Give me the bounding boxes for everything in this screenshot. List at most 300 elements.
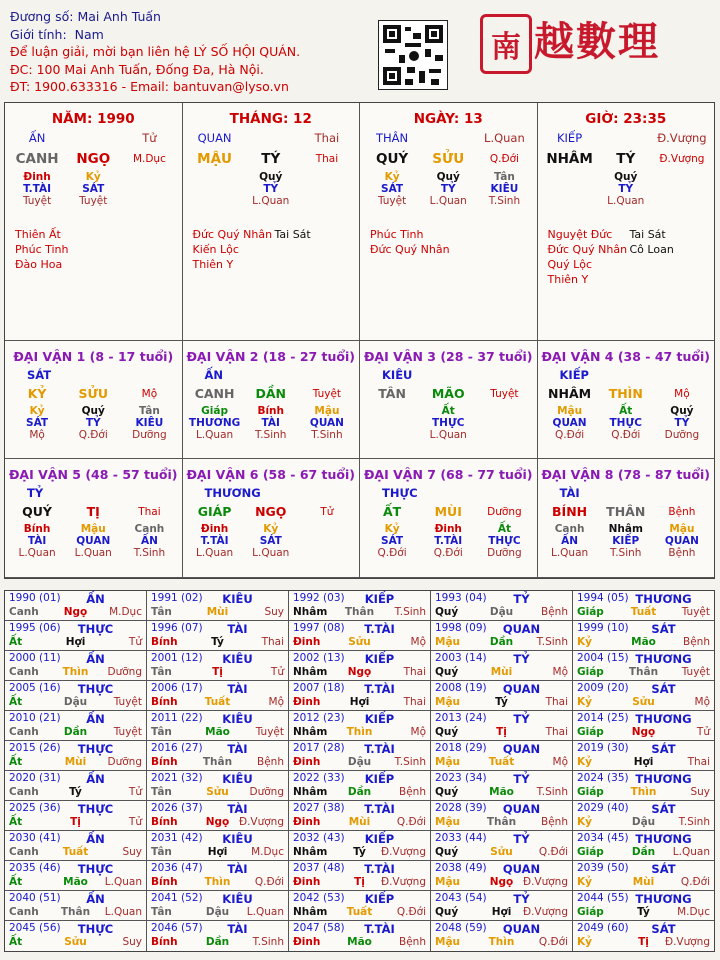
year-details (151, 696, 284, 708)
pillar-cell (183, 103, 361, 341)
year-god: THỰC (77, 622, 114, 636)
year-god: THỰC (77, 682, 114, 696)
year-stage: L.Quan (246, 906, 284, 918)
dai-van-cell (5, 459, 183, 578)
year-cell (573, 921, 714, 951)
dai-van-branch: MÙI (434, 504, 462, 519)
hidden-stage-1: L.Quan (252, 195, 290, 207)
year-details (151, 756, 284, 768)
year-god: KIÊU (222, 592, 253, 606)
dai-van-hidden-stems (183, 523, 360, 535)
hidden-stage-0: Tuyệt (377, 195, 407, 207)
pillar-stars-2 (275, 227, 311, 242)
dai-van-row-2 (5, 459, 714, 578)
pillar-main-row (5, 151, 182, 167)
year-details (577, 756, 710, 768)
hidden-god-2 (654, 183, 710, 195)
year-branch: Hợi (65, 636, 86, 648)
year-branch: Sửu (206, 786, 229, 798)
hidden-stem-1: Nhâm (608, 523, 643, 535)
hidden-god-0: T.TÀI (23, 183, 52, 195)
hidden-stem-1: Mậu (80, 523, 106, 535)
dai-van-stage: Thai (138, 505, 161, 518)
year-stage: Đ.Vượng (238, 816, 284, 828)
year-stem: Ất (9, 756, 23, 768)
year-label: 2026 (37) (151, 802, 203, 814)
year-branch: Dần (205, 936, 230, 948)
year-details (435, 636, 568, 648)
year-stem: Đinh (293, 816, 321, 828)
year-cell (289, 621, 431, 651)
year-details (435, 846, 568, 858)
year-stage: Mộ (268, 696, 284, 708)
year-cell (289, 711, 431, 741)
hidden-god-2 (476, 417, 532, 429)
hidden-stem-2 (299, 523, 355, 535)
year-god: TỶ (513, 892, 530, 906)
year-branch: Thân (486, 816, 517, 828)
year-stage: Suy (122, 936, 142, 948)
dai-van-cell (360, 341, 538, 459)
year-god: THƯƠNG (635, 772, 692, 786)
pillar-hidden-stages (360, 195, 537, 207)
hidden-god-1: SÁT (259, 535, 282, 547)
hidden-stem-0: Canh (554, 523, 585, 535)
dai-van-hidden-stages (183, 547, 360, 559)
year-label: 2041 (52) (151, 892, 203, 904)
year-stem: Bính (151, 756, 178, 768)
pillar-stage: Thai (315, 153, 339, 165)
hidden-stage-2: T.Sinh (488, 195, 521, 207)
hidden-stem-1: Ất (441, 405, 455, 417)
dai-van-hidden-stems (360, 523, 537, 535)
year-stem: Quý (435, 726, 459, 738)
year-cell (431, 711, 573, 741)
gender-label: Giới tính: (10, 26, 67, 42)
pillar-top-1 (243, 131, 299, 145)
dai-van-hidden-stages (538, 547, 715, 559)
hidden-stem-2: Quý (670, 405, 694, 417)
dai-van-branch: MÃO (431, 386, 465, 401)
year-stage: Tuyệt (113, 696, 142, 708)
dai-van-branch: THÌN (608, 386, 643, 401)
year-stage: T.Sinh (394, 606, 426, 618)
year-stage: L.Quan (104, 906, 142, 918)
year-god: TÀI (227, 742, 248, 756)
hidden-stage-2: T.Sinh (311, 429, 343, 441)
year-god: QUAN (502, 622, 541, 636)
year-branch: Sửu (64, 936, 87, 948)
year-stem: Quý (435, 906, 459, 918)
year-details (151, 906, 284, 918)
year-branch: Mùi (64, 756, 87, 768)
year-label: 2018 (29) (435, 742, 487, 754)
pillar-cell (538, 103, 715, 341)
pillar-top-0: THÂN (376, 131, 409, 145)
year-details (151, 606, 284, 618)
dai-van-stage: Mộ (141, 387, 158, 400)
year-cell (431, 681, 573, 711)
year-stem: Nhâm (293, 606, 328, 618)
year-cell (573, 861, 714, 891)
year-branch: Dậu (489, 606, 514, 618)
year-cell (431, 831, 573, 861)
year-stem: Mậu (435, 936, 461, 948)
star-item: Thiên Ất (15, 228, 61, 241)
year-details (151, 936, 284, 948)
hidden-stage-2: Bệnh (668, 547, 696, 559)
year-details (9, 606, 142, 618)
year-stage: Bệnh (541, 606, 568, 618)
hidden-god-1: THỰC (432, 417, 465, 429)
pillar-stage: M.Dục (132, 153, 166, 165)
hidden-god-0: SÁT (381, 535, 404, 547)
dai-van-hidden-stems (360, 405, 537, 417)
year-details (435, 726, 568, 738)
year-stage: Bệnh (399, 936, 426, 948)
year-stem: Đinh (293, 756, 321, 768)
star-item: Tai Sát (629, 228, 666, 241)
dai-van-main (183, 386, 360, 401)
year-label: 2032 (43) (293, 832, 345, 844)
dai-van-god: KIÊU (382, 368, 413, 382)
pillar-stage: Đ.Vượng (659, 153, 705, 165)
dai-van-hidden-gods (183, 535, 360, 547)
year-god: TÀI (227, 922, 248, 936)
hidden-god-0 (187, 183, 243, 195)
year-label: 1998 (09) (435, 622, 487, 634)
dai-van-title: ĐẠI VẬN 5 (48 - 57 tuổi) (8, 467, 178, 482)
year-label: 2048 (59) (435, 922, 487, 934)
year-stem: Canh (9, 666, 39, 678)
year-branch: Tuất (204, 696, 231, 708)
pillar-top-row (183, 131, 360, 145)
pillar-branch: TÝ (616, 151, 636, 167)
year-stem: Bính (151, 876, 178, 888)
year-stem: Canh (9, 726, 39, 738)
year-cell (289, 891, 431, 921)
year-details (577, 816, 710, 828)
pillar-branch: TÝ (261, 151, 281, 167)
year-label: 2007 (18) (293, 682, 345, 694)
phone-email-line: ĐT: 1900.633316 - Email: bantuvan@lyso.vn (10, 79, 289, 94)
year-branch: Tý (637, 906, 650, 918)
hidden-god-0: SÁT (26, 417, 49, 429)
year-details (293, 906, 426, 918)
hidden-stem-2 (121, 171, 177, 183)
year-details (293, 726, 426, 738)
hidden-stem-1: Quý (614, 171, 638, 183)
year-details (151, 846, 284, 858)
year-label: 2012 (23) (293, 712, 345, 724)
year-god: QUAN (502, 742, 541, 756)
year-cell (147, 711, 289, 741)
year-stem: Kỷ (577, 756, 592, 768)
year-details (9, 636, 142, 648)
year-cell (147, 681, 289, 711)
year-details (9, 936, 142, 948)
hidden-stem-2: Tân (493, 171, 515, 183)
gender-value: Nam (74, 26, 104, 42)
dai-van-god: ẤN (204, 368, 224, 382)
year-branch: Thìn (62, 666, 89, 678)
year-stem: Kỷ (577, 936, 592, 948)
year-label: 1994 (05) (577, 592, 629, 604)
hidden-stem-1: Quý (259, 171, 283, 183)
dai-van-branch: TỊ (86, 504, 100, 519)
hidden-stage-0 (187, 195, 243, 207)
hidden-stage-0: L.Quan (195, 547, 234, 559)
hidden-stage-1: L.Quan (74, 547, 112, 559)
year-label: 1993 (04) (435, 592, 487, 604)
pillar-stage: Q.Đới (489, 153, 519, 165)
year-details (293, 666, 426, 678)
year-label: 2017 (28) (293, 742, 345, 754)
year-branch: Dậu (205, 906, 230, 918)
hidden-stage-0: L.Quan (18, 547, 56, 559)
dai-van-stage: Tuyệt (312, 387, 342, 400)
year-god: QUAN (502, 802, 541, 816)
year-cell (289, 651, 431, 681)
year-row (5, 591, 714, 621)
year-god: QUAN (502, 862, 541, 876)
pillar-hidden-gods (183, 183, 360, 195)
year-cell (431, 861, 573, 891)
year-stage: Q.Đới (538, 936, 568, 948)
year-god: TỶ (513, 712, 530, 726)
year-god: ẤN (86, 832, 105, 846)
year-god: SÁT (651, 622, 676, 636)
year-branch: Thân (60, 906, 91, 918)
dai-van-stem: TÂN (378, 386, 406, 401)
dai-van-cell (538, 459, 715, 578)
hidden-stage-0: Q.Đới (377, 547, 407, 559)
pillar-hidden-stages (5, 195, 182, 207)
dai-van-hidden-stages (183, 429, 360, 441)
year-stem: Kỷ (577, 876, 592, 888)
year-details (577, 786, 710, 798)
year-god: T.TÀI (364, 862, 395, 876)
year-label: 2025 (36) (9, 802, 61, 814)
year-label: 2045 (56) (9, 922, 61, 934)
year-god: KIÊU (222, 892, 253, 906)
year-label: 2030 (41) (9, 832, 61, 844)
hidden-stem-2: Mậu (314, 405, 340, 417)
year-stage: Tử (696, 726, 710, 738)
year-cell (5, 891, 147, 921)
year-details (577, 906, 710, 918)
hidden-god-1: TỶ (263, 183, 279, 195)
year-stage: Thai (545, 726, 568, 738)
year-stage: Tuyệt (681, 666, 710, 678)
year-stem: Bính (151, 636, 178, 648)
year-label: 2044 (55) (577, 892, 629, 904)
year-stem: Mậu (435, 816, 461, 828)
year-stage: M.Dục (109, 606, 142, 618)
year-stage: Q.Đới (396, 816, 426, 828)
year-label: 2039 (50) (577, 862, 629, 874)
year-stage: Thai (687, 756, 710, 768)
year-branch: Thân (628, 666, 659, 678)
address-line: ĐC: 100 Mai Anh Tuấn, Đống Đa, Hà Nội. (10, 61, 264, 77)
year-cell (573, 771, 714, 801)
year-god: TÀI (227, 682, 248, 696)
year-cell (431, 891, 573, 921)
year-stem: Kỷ (577, 636, 592, 648)
star-item: Đức Quý Nhân (192, 228, 273, 241)
hidden-stem-1: Đinh (434, 523, 462, 535)
year-cell (147, 861, 289, 891)
year-label: 2011 (22) (151, 712, 203, 724)
year-god: T.TÀI (364, 802, 395, 816)
year-label: 2024 (35) (577, 772, 629, 784)
dai-van-stage: Tử (320, 505, 334, 518)
hidden-stage-2 (121, 195, 177, 207)
year-row (5, 801, 714, 831)
year-details (435, 786, 568, 798)
pillar-stars-2 (630, 227, 674, 257)
dai-van-hidden-gods (360, 535, 537, 547)
hidden-stage-1: Q.Đới (611, 429, 641, 441)
year-god: ẤN (86, 892, 105, 906)
pillar-top-1 (598, 131, 654, 145)
year-branch: Sửu (348, 636, 371, 648)
dai-van-stem: CANH (194, 386, 235, 401)
pillar-top-2: Đ.Vượng (657, 131, 707, 145)
year-stage: Đ.Vượng (664, 936, 710, 948)
year-details (9, 906, 142, 918)
dai-van-hidden-stems (538, 405, 715, 417)
hidden-god-1: SÁT (82, 183, 105, 195)
year-stage: M.Dục (251, 846, 284, 858)
year-stem: Kỷ (577, 696, 592, 708)
year-stage: Suy (122, 846, 142, 858)
pillar-title: GIỜ: 23:35 (585, 111, 667, 127)
year-branch: Tị (354, 876, 365, 888)
hidden-god-1: TÀI (261, 417, 280, 429)
year-stage: Mộ (552, 666, 568, 678)
year-details (577, 636, 710, 648)
year-stem: Giáp (577, 606, 604, 618)
dai-van-stem: KỶ (27, 386, 47, 401)
year-god: THƯƠNG (635, 652, 692, 666)
year-branch: Thân (344, 606, 375, 618)
year-details (577, 876, 710, 888)
year-god: QUAN (502, 682, 541, 696)
hidden-stem-0 (542, 171, 598, 183)
year-details (151, 666, 284, 678)
hidden-stem-0: Kỷ (29, 405, 45, 417)
year-branch: Dần (347, 786, 372, 798)
year-branch: Tị (212, 666, 223, 678)
hidden-stage-1: L.Quan (252, 547, 290, 559)
hidden-god-1: TỶ (440, 183, 456, 195)
year-stem: Tân (151, 726, 172, 738)
year-cell (431, 621, 573, 651)
hidden-stage-0: L.Quan (195, 429, 234, 441)
hidden-stem-1: Kỷ (263, 523, 279, 535)
star-item: Đức Quý Nhân (370, 243, 450, 256)
pillars-row (5, 103, 714, 341)
year-stage: Đ.Vượng (522, 876, 568, 888)
year-cell (289, 681, 431, 711)
year-branch: Ngọ (631, 726, 656, 738)
dai-van-cell (183, 459, 361, 578)
year-branch: Sửu (632, 696, 655, 708)
year-label: 2005 (16) (9, 682, 61, 694)
dai-van-stage: Tuyệt (490, 387, 519, 400)
year-stage: T.Sinh (678, 816, 710, 828)
year-branch: Sửu (490, 846, 513, 858)
pillar-hidden-stages (183, 195, 360, 207)
hidden-god-0: QUAN (552, 417, 587, 429)
year-stem: Quý (435, 666, 459, 678)
year-branch: Tý (211, 636, 224, 648)
year-cell (431, 591, 573, 621)
year-stage: Tuyệt (113, 726, 142, 738)
year-stage: Đ.Vượng (522, 906, 568, 918)
star-item: Cô Loan (629, 243, 674, 256)
year-stage: T.Sinh (536, 636, 568, 648)
pillar-stem: QUÝ (375, 151, 409, 167)
year-label: 2036 (47) (151, 862, 203, 874)
year-god: ẤN (86, 652, 105, 666)
hidden-god-2 (299, 183, 355, 195)
year-stage: Thai (403, 696, 426, 708)
year-god: SÁT (651, 742, 676, 756)
year-branch: Hợi (633, 756, 654, 768)
year-god: TỶ (513, 832, 530, 846)
year-details (9, 786, 142, 798)
year-stem: Tân (151, 846, 172, 858)
year-stem: Nhâm (293, 666, 328, 678)
year-label: 2040 (51) (9, 892, 61, 904)
dai-van-main (538, 386, 715, 401)
hidden-stem-2 (299, 171, 355, 183)
year-stem: Đinh (293, 636, 321, 648)
contact-line: Để luận giải, mời bạn liên hệ LÝ SỐ HỘI QUÁN. (10, 44, 301, 59)
year-god: TÀI (227, 862, 248, 876)
dai-van-hidden-stems (183, 405, 360, 417)
year-stage: Thai (403, 666, 426, 678)
dai-van-god: TÀI (559, 486, 580, 500)
pillar-stars (15, 227, 69, 272)
year-stem: Bính (151, 936, 178, 948)
year-cell (5, 681, 147, 711)
year-details (293, 606, 426, 618)
year-cell (289, 741, 431, 771)
year-god: TỶ (513, 652, 530, 666)
pillar-stars (193, 227, 273, 272)
year-label: 2013 (24) (435, 712, 487, 724)
year-label: 2021 (32) (151, 772, 203, 784)
hidden-stage-0 (364, 429, 420, 441)
year-label: 2023 (34) (435, 772, 487, 784)
dai-van-cell (538, 341, 715, 459)
year-label: 1995 (06) (9, 622, 61, 634)
year-branch: Thìn (488, 936, 515, 948)
dai-van-stem: QUÝ (22, 504, 52, 519)
year-cell (5, 801, 147, 831)
year-stem: Giáp (577, 786, 604, 798)
year-label: 2019 (30) (577, 742, 629, 754)
year-cell (147, 591, 289, 621)
year-stage: Mộ (410, 636, 426, 648)
year-god: T.TÀI (364, 622, 395, 636)
pillar-hidden-gods (538, 183, 715, 195)
year-stage: Thai (545, 696, 568, 708)
year-cell (147, 831, 289, 861)
